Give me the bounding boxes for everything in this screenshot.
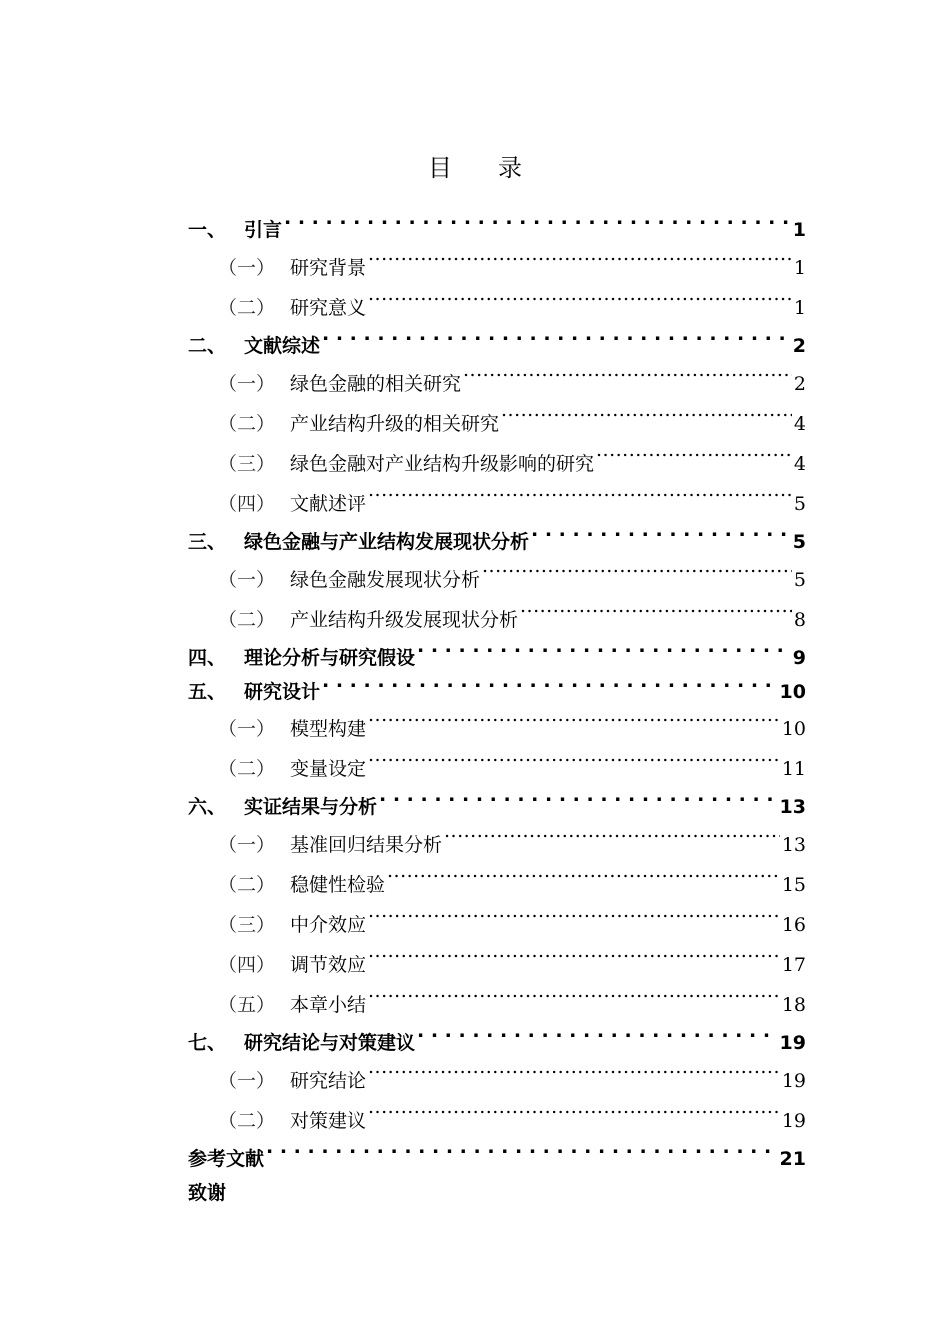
toc-entry-page-number: 18	[781, 994, 806, 1016]
toc-entry-title: 绿色金融与产业结构发展现状分析	[244, 531, 530, 553]
toc-title-right: 录	[498, 154, 522, 182]
toc-leader-dots	[368, 255, 792, 274]
toc-entry-number: （五）	[218, 994, 276, 1016]
toc-chapter-entry[interactable]	[188, 1141, 806, 1177]
toc-entry-title: 基准回归结果分析	[290, 834, 443, 856]
toc-entry-title: 产业结构升级的相关研究	[290, 413, 500, 435]
toc-leader-dots	[368, 1108, 780, 1127]
toc-entry-number: （一）	[218, 569, 276, 591]
toc-entry-number: （二）	[218, 874, 276, 896]
toc-leader-dots	[322, 333, 791, 352]
toc-leader-dots	[463, 371, 792, 390]
toc-chapter-entry[interactable]	[188, 212, 806, 248]
toc-entry-number: （二）	[218, 758, 276, 780]
toc-chapter-entry[interactable]	[188, 1025, 806, 1061]
toc-entry-page-number: 5	[793, 569, 806, 591]
toc-entry-title: 致谢	[188, 1182, 227, 1204]
toc-chapter-entry[interactable]	[188, 676, 806, 709]
toc-section-entry[interactable]	[188, 945, 806, 985]
toc-chapter-entry[interactable]	[188, 640, 806, 676]
toc-section-entry[interactable]	[188, 484, 806, 524]
toc-entry-title: 中介效应	[290, 914, 367, 936]
toc-leader-dots	[482, 567, 792, 586]
toc-entry-page-number: 8	[793, 609, 806, 631]
toc-entry-page-number: 5	[793, 493, 806, 515]
toc-entry-title: 稳健性检验	[290, 874, 386, 896]
toc-leader-dots	[284, 217, 791, 236]
toc-entry-number: （二）	[218, 1110, 276, 1132]
toc-entry-number: 五、	[188, 681, 227, 703]
toc-leader-dots	[417, 1030, 778, 1049]
toc-entry-title: 研究结论	[290, 1070, 367, 1092]
toc-entry-number: （三）	[218, 453, 276, 475]
toc-entry-title: 理论分析与研究假设	[244, 647, 416, 669]
toc-entry-number: （一）	[218, 718, 276, 740]
toc-entry-page-number: 1	[792, 219, 806, 241]
toc-title	[0, 148, 950, 183]
toc-entry-number: （四）	[218, 954, 276, 976]
toc-entry-page-number: 9	[792, 647, 806, 669]
toc-entry-number: （一）	[218, 834, 276, 856]
toc-leader-dots	[368, 992, 780, 1011]
toc-section-entry[interactable]	[188, 288, 806, 328]
toc-section-entry[interactable]	[188, 248, 806, 288]
toc-entry-title: 模型构建	[290, 718, 367, 740]
toc-entry-page-number: 4	[793, 453, 806, 475]
toc-entry-number: 四、	[188, 647, 227, 669]
table-of-contents	[188, 212, 806, 1210]
toc-leader-dots	[387, 872, 780, 891]
toc-leader-dots	[368, 912, 780, 931]
toc-section-entry[interactable]	[188, 1101, 806, 1141]
toc-entry-number: 一、	[188, 219, 227, 241]
toc-leader-dots	[531, 529, 791, 548]
toc-entry-page-number: 2	[792, 335, 806, 357]
toc-leader-dots	[266, 1146, 778, 1165]
toc-entry-page-number: 21	[779, 1148, 806, 1170]
toc-entry-title: 文献综述	[244, 335, 321, 357]
toc-entry-number: 七、	[188, 1032, 227, 1054]
toc-entry-page-number: 13	[779, 796, 806, 818]
toc-entry-title: 调节效应	[290, 954, 367, 976]
toc-section-entry[interactable]	[188, 444, 806, 484]
toc-section-entry[interactable]	[188, 1061, 806, 1101]
toc-leader-dots	[379, 794, 778, 813]
toc-entry-number: （一）	[218, 1070, 276, 1092]
toc-entry-title: 研究结论与对策建议	[244, 1032, 416, 1054]
toc-entry-title: 变量设定	[290, 758, 367, 780]
toc-leader-dots	[368, 756, 780, 775]
toc-section-entry[interactable]	[188, 364, 806, 404]
toc-entry-page-number: 1	[793, 297, 806, 319]
toc-entry-title: 研究意义	[290, 297, 367, 319]
toc-section-entry[interactable]	[188, 600, 806, 640]
toc-section-entry[interactable]	[188, 560, 806, 600]
toc-section-entry[interactable]	[188, 865, 806, 905]
toc-leader-dots	[368, 1068, 780, 1087]
toc-entry-page-number: 19	[781, 1070, 806, 1092]
toc-leader-dots	[417, 645, 791, 664]
toc-entry-number: （四）	[218, 493, 276, 515]
toc-entry-number: 三、	[188, 531, 227, 553]
toc-entry-page-number: 10	[779, 681, 806, 703]
toc-entry-number: （二）	[218, 413, 276, 435]
toc-entry-page-number: 13	[781, 834, 806, 856]
toc-section-entry[interactable]	[188, 404, 806, 444]
toc-section-entry[interactable]	[188, 749, 806, 789]
toc-leader-dots	[596, 451, 792, 470]
toc-entry-number: 六、	[188, 796, 227, 818]
toc-entry-title: 引言	[244, 219, 283, 241]
toc-leader-dots	[444, 832, 780, 851]
toc-entry-page-number: 16	[781, 914, 806, 936]
toc-section-entry[interactable]	[188, 985, 806, 1025]
toc-title-left: 目	[428, 154, 452, 182]
toc-leader-dots	[368, 952, 780, 971]
toc-entry-title: 对策建议	[290, 1110, 367, 1132]
toc-entry-number: （一）	[218, 373, 276, 395]
toc-chapter-entry[interactable]	[188, 1177, 806, 1210]
toc-entry-title: 文献述评	[290, 493, 367, 515]
toc-chapter-entry[interactable]	[188, 789, 806, 825]
toc-entry-title: 绿色金融对产业结构升级影响的研究	[290, 453, 595, 475]
toc-section-entry[interactable]	[188, 825, 806, 865]
toc-entry-page-number: 10	[781, 718, 806, 740]
toc-entry-page-number: 19	[781, 1110, 806, 1132]
toc-leader-dots	[368, 491, 792, 510]
toc-entry-number: 二、	[188, 335, 227, 357]
toc-entry-page-number: 4	[793, 413, 806, 435]
toc-entry-number: （二）	[218, 297, 276, 319]
toc-entry-title: 本章小结	[290, 994, 367, 1016]
toc-entry-page-number: 2	[793, 373, 806, 395]
toc-entry-title: 实证结果与分析	[244, 796, 378, 818]
toc-section-entry[interactable]	[188, 709, 806, 749]
toc-leader-dots	[520, 607, 792, 626]
toc-entry-page-number: 19	[779, 1032, 806, 1054]
toc-entry-title: 绿色金融的相关研究	[290, 373, 462, 395]
toc-entry-number: （三）	[218, 914, 276, 936]
toc-entry-number: （一）	[218, 257, 276, 279]
toc-entry-title: 产业结构升级发展现状分析	[290, 609, 519, 631]
toc-entry-page-number: 5	[792, 531, 806, 553]
toc-entry-page-number: 17	[781, 954, 806, 976]
toc-leader-dots	[368, 295, 792, 314]
toc-entry-title: 研究背景	[290, 257, 367, 279]
toc-entry-title: 绿色金融发展现状分析	[290, 569, 481, 591]
toc-section-entry[interactable]	[188, 905, 806, 945]
toc-chapter-entry[interactable]	[188, 328, 806, 364]
toc-leader-dots	[368, 716, 780, 735]
toc-leader-dots	[322, 679, 778, 698]
toc-entry-number: （二）	[218, 609, 276, 631]
toc-leader-dots	[501, 411, 792, 430]
toc-entry-page-number: 15	[781, 874, 806, 896]
toc-chapter-entry[interactable]	[188, 524, 806, 560]
toc-entry-page-number: 11	[781, 758, 806, 780]
toc-entry-title: 参考文献	[188, 1148, 265, 1170]
toc-entry-page-number: 1	[793, 257, 806, 279]
toc-entry-title: 研究设计	[244, 681, 321, 703]
